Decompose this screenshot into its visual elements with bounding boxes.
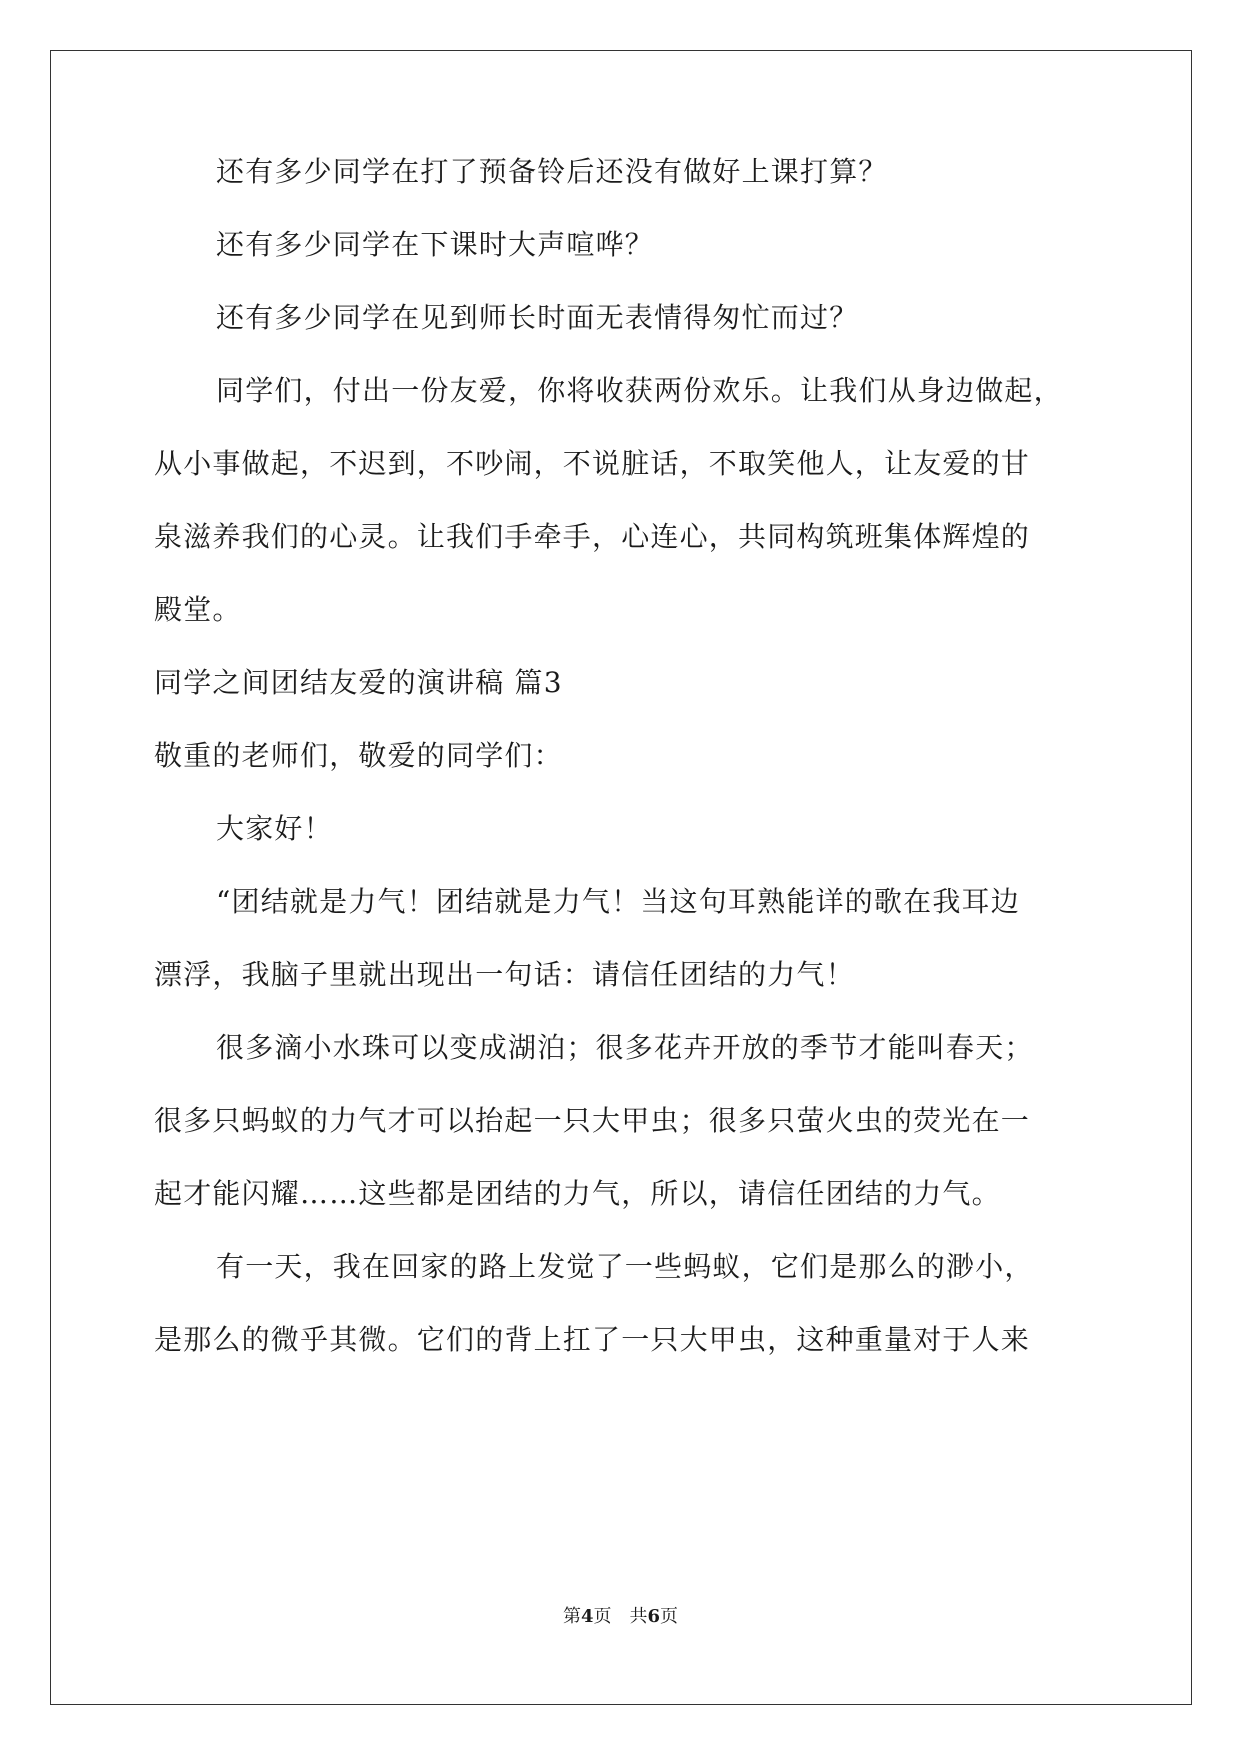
paragraph-line: 还有多少同学在下课时大声喧哗？ — [216, 228, 655, 261]
paragraph-line: 殿堂。 — [154, 593, 242, 626]
paragraph-line: “团结就是力气！团结就是力气！当这句耳熟能详的歌在我耳边 — [216, 885, 1020, 918]
paragraph-line: 同学们，付出一份友爱，你将收获两份欢乐。让我们从身边做起， — [216, 374, 1063, 407]
paragraph-line: 有一天，我在回家的路上发觉了一些蚂蚁，它们是那么的渺小， — [216, 1250, 1034, 1283]
greeting: 大家好！ — [216, 812, 333, 845]
paragraph-line: 泉滋养我们的心灵。让我们手牵手，心连心，共同构筑班集体辉煌的 — [154, 520, 1031, 553]
page-label-prefix: 第 — [562, 1606, 581, 1627]
page-number-footer — [0, 1605, 1241, 1629]
paragraph-line: 很多只蚂蚁的力气才可以抬起一只大甲虫；很多只萤火虫的荧光在一 — [154, 1104, 1031, 1137]
current-page-number: 4 — [580, 1606, 594, 1627]
paragraph-line: 漂浮，我脑子里就出现出一句话：请信任团结的力气！ — [154, 958, 855, 991]
salutation: 敬重的老师们，敬爱的同学们： — [154, 739, 563, 772]
paragraph-line: 还有多少同学在打了预备铃后还没有做好上课打算？ — [216, 155, 888, 188]
section-heading: 同学之间团结友爱的演讲稿 篇3 — [154, 666, 563, 699]
paragraph-line: 起才能闪耀……这些都是团结的力气，所以，请信任团结的力气。 — [154, 1177, 1001, 1210]
page-label-mid: 页 共 — [593, 1606, 648, 1627]
paragraph-line: 很多滴小水珠可以变成湖泊；很多花卉开放的季节才能叫春天； — [216, 1031, 1034, 1064]
paragraph-line: 是那么的微乎其微。它们的背上扛了一只大甲虫，这种重量对于人来 — [154, 1323, 1031, 1356]
total-page-number: 6 — [647, 1606, 661, 1627]
page-label-suffix: 页 — [660, 1606, 679, 1627]
paragraph-line: 还有多少同学在见到师长时面无表情得匆忙而过？ — [216, 301, 859, 334]
paragraph-line: 从小事做起，不迟到，不吵闹，不说脏话，不取笑他人，让友爱的甘 — [154, 447, 1031, 480]
